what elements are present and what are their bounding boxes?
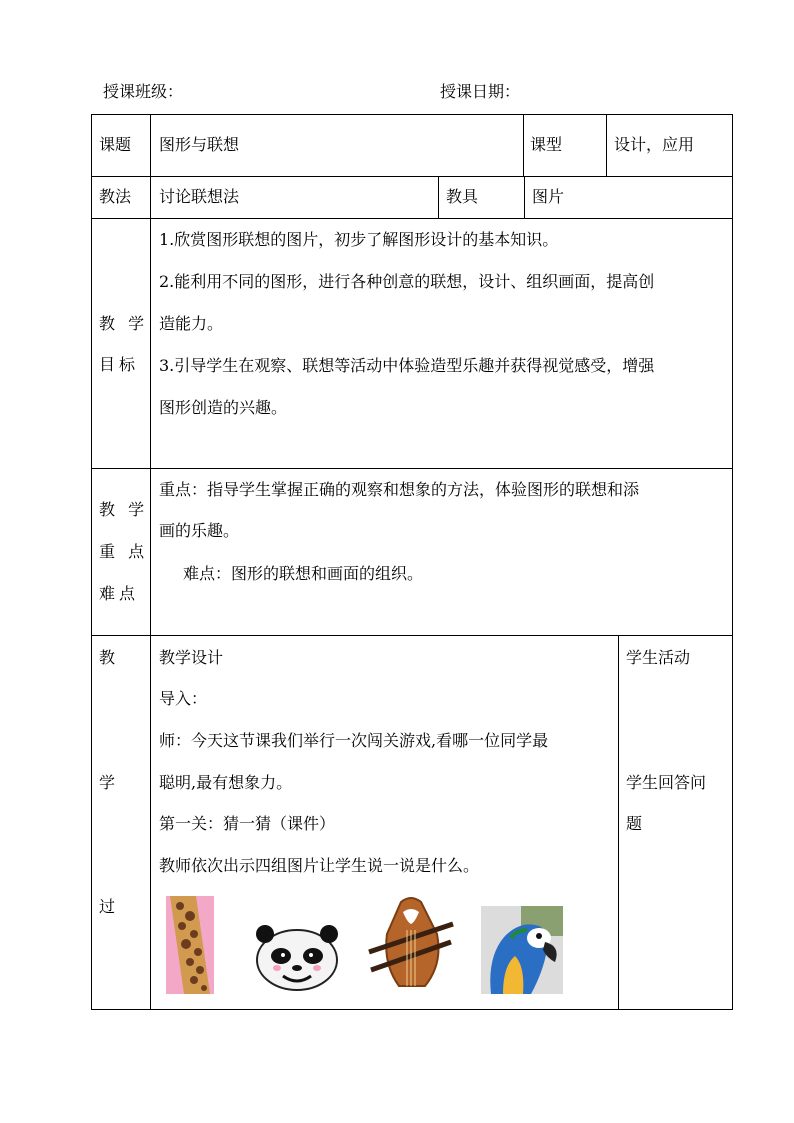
process-line-5: 教师依次出示四组图片让学生说一说是什么。 [159, 856, 480, 875]
process-line-4: 第一关：猜一猜（课件） [159, 814, 336, 833]
student-activity-line-2: 题 [626, 814, 643, 833]
type-value-divider [606, 114, 607, 176]
giraffe-picture [166, 896, 214, 994]
goal-line-5: 图形创造的兴趣。 [159, 398, 288, 417]
focus-label-line2: 重 点 [99, 542, 149, 561]
student-activity-line-1: 学生回答问 [626, 773, 707, 792]
focus-line-2: 画的乐趣。 [159, 521, 240, 540]
student-activity-header: 学生活动 [626, 648, 691, 667]
teaching-aids-value: 图片 [532, 187, 565, 206]
label-column-divider [150, 114, 151, 1010]
aids-value-divider [524, 176, 525, 218]
method-value: 讨论联想法 [159, 187, 240, 206]
process-line-3: 聪明,最有想象力。 [159, 773, 293, 792]
parrot-picture [481, 906, 563, 994]
row-divider-topic [91, 176, 733, 177]
row-divider-method [91, 218, 733, 219]
panda-picture [253, 924, 341, 994]
row-divider-goals [91, 468, 733, 469]
design-header: 教学设计 [159, 648, 224, 667]
row-divider-focus [91, 635, 733, 636]
process-label-char-1: 教 [99, 648, 116, 667]
method-aids-divider [438, 176, 439, 218]
table-border-right [732, 114, 733, 1010]
topic-label: 课题 [99, 135, 132, 154]
lesson-type-value: 设计，应用 [614, 135, 695, 154]
lesson-type-label: 课型 [530, 135, 563, 154]
method-label: 教法 [99, 187, 132, 206]
page-header [0, 80, 794, 104]
date-label: 授课日期： [440, 82, 521, 101]
teaching-aids-label: 教具 [446, 187, 479, 206]
goal-line-2: 2.能利用不同的图形，进行各种创意的联想，设计、组织画面，提高创 [159, 272, 655, 291]
goals-label-line2: 目标 [99, 355, 140, 374]
process-label-char-3: 过 [99, 897, 116, 916]
goal-line-1: 1.欣赏图形联想的图片，初步了解图形设计的基本知识。 [159, 230, 559, 249]
topic-type-divider [523, 114, 524, 176]
difficulty-line: 难点：图形的联想和画面的组织。 [183, 564, 424, 583]
goal-line-3: 造能力。 [159, 314, 224, 333]
student-activity-divider [618, 635, 619, 1009]
process-line-2: 师：今天这节课我们举行一次闯关游戏,看哪一位同学最 [159, 731, 549, 750]
process-line-1: 导入： [159, 689, 208, 708]
process-label-char-2: 学 [99, 773, 116, 792]
goals-label-line1: 教 学 [99, 314, 149, 333]
focus-label-line1: 教 学 [99, 500, 149, 519]
topic-value: 图形与联想 [159, 135, 240, 154]
class-label: 授课班级： [103, 82, 184, 101]
goal-line-4: 3.引导学生在观察、联想等活动中体验造型乐趣并获得视觉感受，增强 [159, 356, 655, 375]
table-border-left [91, 114, 92, 1010]
violin-picture [363, 894, 459, 994]
lesson-plan-table [91, 114, 733, 1010]
table-border-top [91, 114, 733, 115]
focus-line-1: 重点：指导学生掌握正确的观察和想象的方法，体验图形的联想和添 [159, 480, 640, 499]
table-border-bottom [91, 1009, 733, 1010]
focus-label-line3: 难点 [99, 584, 140, 603]
